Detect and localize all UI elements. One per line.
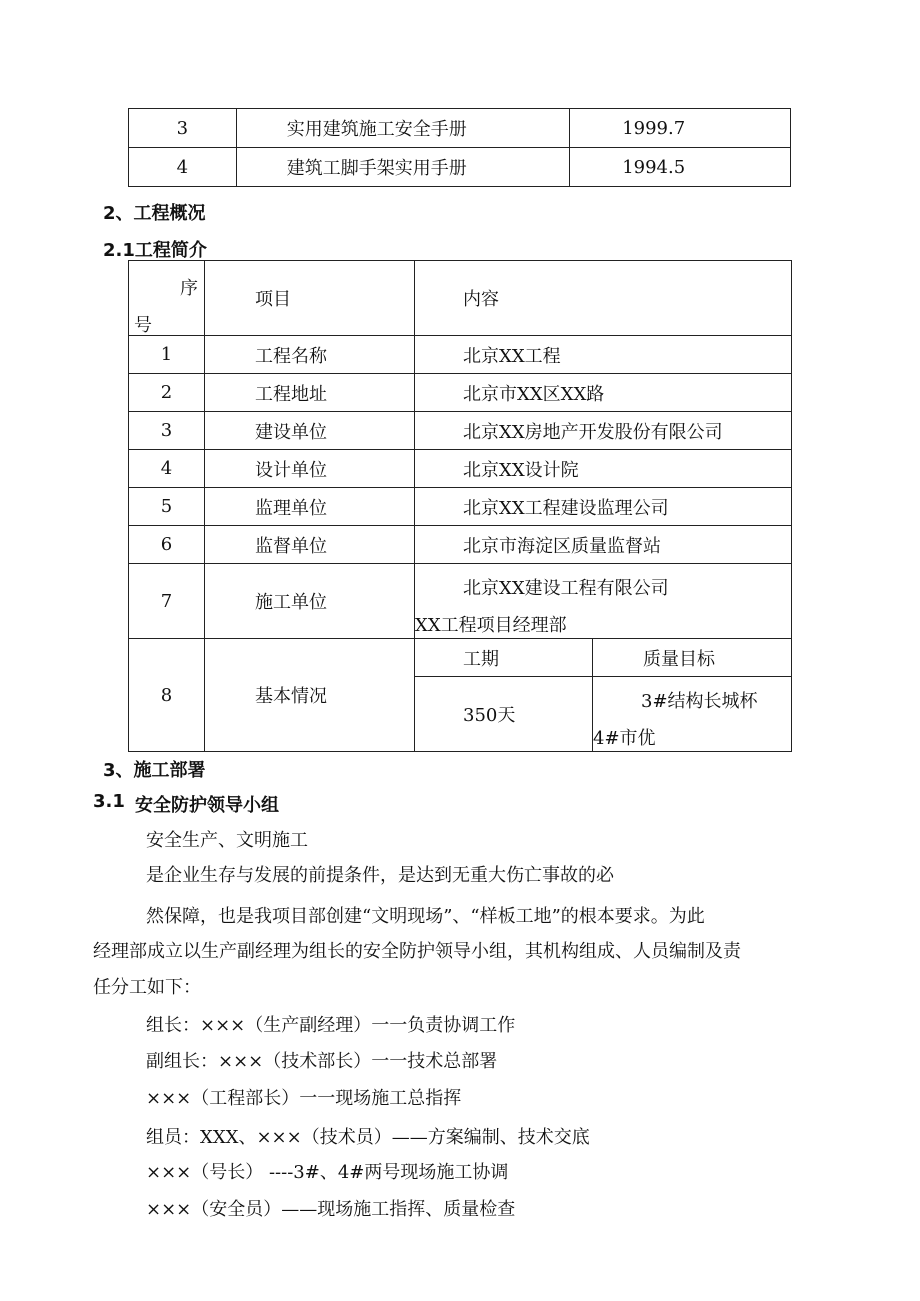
header-num-bottom: 号 (134, 315, 152, 336)
ref-year: 1999.7 (570, 109, 791, 148)
row-item: 建设单位 (205, 412, 415, 450)
reference-table (128, 108, 791, 187)
ref-title: 实用建筑施工安全手册 (236, 109, 569, 148)
table-row (129, 336, 792, 374)
row-content: 北京XX设计院 (415, 450, 792, 488)
member-line: 组员：XXX、×××（技术员）——方案编制、技术交底 (146, 1127, 590, 1148)
header-num-cell (129, 261, 205, 336)
ref-num: 3 (129, 109, 237, 148)
quality-line-1: 3#结构长城杯 (641, 691, 758, 712)
member-line: 组长：×××（生产副经理）一一负责协调工作 (146, 1015, 516, 1036)
row-num: 1 (129, 336, 205, 374)
quality-value (593, 677, 792, 752)
row-item: 工程地址 (205, 374, 415, 412)
row-item: 基本情况 (205, 639, 415, 752)
table-row (129, 412, 792, 450)
row-num: 3 (129, 412, 205, 450)
header-item: 项目 (205, 261, 415, 336)
project-intro-table (128, 260, 792, 752)
quality-line-2: 4#市优 (593, 728, 656, 749)
row-item: 监督单位 (205, 526, 415, 564)
table-row (129, 639, 792, 677)
table-header-row (129, 261, 792, 336)
para-line: 然保障，也是我项目部创建“文明现场”、“样板工地”的根本要求。为此 (146, 906, 705, 927)
table-row (129, 109, 791, 148)
content-line-1: 北京XX建设工程有限公司 (463, 578, 669, 599)
ref-year: 1994.5 (570, 148, 791, 187)
row-item: 工程名称 (205, 336, 415, 374)
section-3-heading: 3、施工部署 (103, 760, 206, 781)
ref-title: 建筑工脚手架实用手册 (236, 148, 569, 187)
table-row (129, 564, 792, 639)
row-content: 北京市XX区XX路 (415, 374, 792, 412)
row-content (415, 564, 792, 639)
section-3-1-number: 3.1 (93, 791, 125, 812)
row-num: 8 (129, 639, 205, 752)
row-content: 北京XX房地产开发股份有限公司 (415, 412, 792, 450)
row-num: 5 (129, 488, 205, 526)
row-content: 北京XX工程建设监理公司 (415, 488, 792, 526)
table-row (129, 148, 791, 187)
para-line: 安全生产、文明施工 (146, 830, 308, 851)
row-num: 2 (129, 374, 205, 412)
row-item: 施工单位 (205, 564, 415, 639)
row-num: 6 (129, 526, 205, 564)
header-num-top: 序 (180, 278, 198, 299)
period-label: 工期 (415, 639, 593, 677)
row-item: 设计单位 (205, 450, 415, 488)
content-line-2: XX工程项目经理部 (415, 615, 567, 636)
table-row (129, 488, 792, 526)
section-3-1-heading: 安全防护领导小组 (135, 795, 279, 816)
section-2-heading: 2、工程概况 (103, 203, 206, 224)
member-line: ×××（安全员）——现场施工指挥、质量检查 (146, 1199, 516, 1220)
table-row (129, 450, 792, 488)
para-line: 是企业生存与发展的前提条件，是达到无重大伤亡事故的必 (146, 865, 614, 886)
row-num: 7 (129, 564, 205, 639)
row-content: 北京市海淀区质量监督站 (415, 526, 792, 564)
member-line: 副组长：×××（技术部长）一一技术总部署 (146, 1051, 498, 1072)
para-line: 经理部成立以生产副经理为组长的安全防护领导小组，其机构组成、人员编制及责 (93, 941, 741, 962)
quality-label: 质量目标 (593, 639, 792, 677)
table-row (129, 374, 792, 412)
table-row (129, 526, 792, 564)
member-line: ×××（工程部长）一一现场施工总指挥 (146, 1088, 462, 1109)
para-line: 任分工如下： (93, 977, 201, 998)
row-item: 监理单位 (205, 488, 415, 526)
row-num: 4 (129, 450, 205, 488)
section-2-1-heading: 2.1工程简介 (103, 240, 207, 261)
member-line: ×××（号长） ----3#、4#两号现场施工协调 (146, 1162, 509, 1183)
period-value: 350天 (415, 677, 593, 752)
row-content: 北京XX工程 (415, 336, 792, 374)
header-content: 内容 (415, 261, 792, 336)
ref-num: 4 (129, 148, 237, 187)
